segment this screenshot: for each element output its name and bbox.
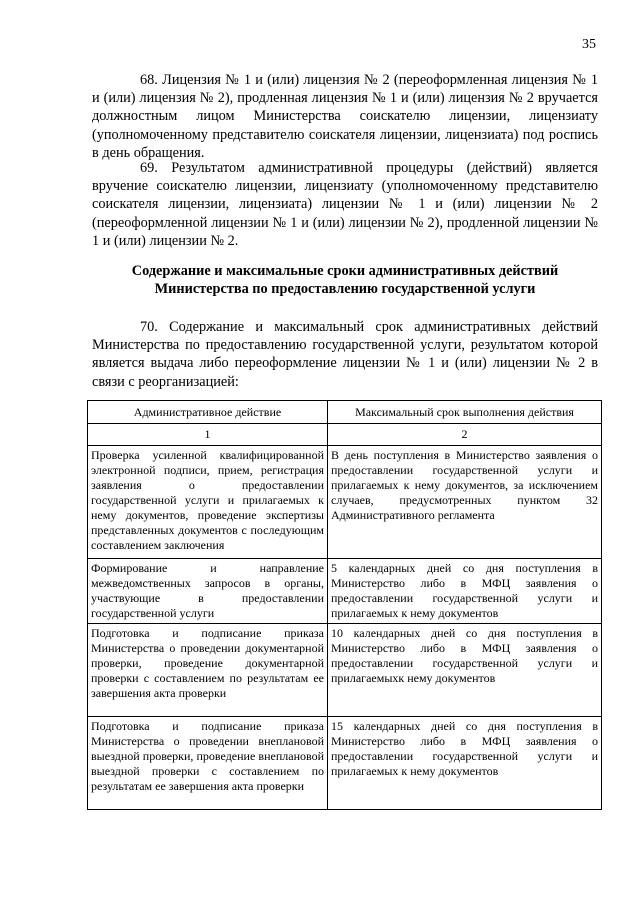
table-number-row: [88, 424, 602, 446]
table-header-row: [88, 401, 602, 424]
header-term: Максимальный срок выполнения действия: [328, 401, 602, 424]
section-heading: [92, 262, 598, 298]
header-action: Административное действие: [88, 401, 328, 424]
table-row: [88, 624, 602, 717]
section-heading-line-2: Министерства по предоставлению государственной услуги: [154, 281, 536, 297]
column-number-1: 1: [88, 424, 328, 446]
page-number: 35: [582, 37, 596, 52]
action-cell: Подготовка и подписание приказа Министерства о проведении документарной проверки, проведение документарной проверки с составлением по результатам ее завершения акта проверки: [88, 624, 328, 717]
action-cell: Проверка усиленной квалифицированной электронной подписи, прием, регистрация заявления о предоставлении государственной услуги и прилагаемых к нему документов, проведение экспертизы представленных документов с последующим составлением заключения: [88, 446, 328, 559]
table-row: [88, 559, 602, 624]
term-cell: 5 календарных дней со дня поступления в Министерство либо в МФЦ заявления о предоставлении государственной услуги и прилагаемых к нему документов: [328, 559, 602, 624]
actions-table: [87, 400, 602, 810]
table-row: [88, 717, 602, 810]
section-heading-line-1: Содержание и максимальные сроки административных действий: [131, 263, 559, 279]
term-cell: В день поступления в Министерство заявления о предоставлении государственной услуги и прилагаемых к нему документов, за исключением случаев, предусмотренных пунктом 32 Административного регламента: [328, 446, 602, 559]
term-cell: 15 календарных дней со дня поступления в Министерство либо в МФЦ заявления о предоставлении государственной услуги и прилагаемых к нему документов: [328, 717, 602, 810]
action-cell: Формирование и направление межведомственных запросов в органы, участвующие в предоставлении государственной услуги: [88, 559, 328, 624]
table-row: [88, 446, 602, 559]
term-cell: 10 календарных дней со дня поступления в Министерство либо в МФЦ заявления о предоставлении государственной услуги и прилагаемыхк нему документов: [328, 624, 602, 717]
action-cell: Подготовка и подписание приказа Министерства о проведении внеплановой выездной проверки, проведение внеплановой выездной проверки с составлением по результатам ее завершения акта проверки: [88, 717, 328, 810]
paragraph-69: 69. Результатом административной процедуры (действий) является вручение соискателю лицензии, лицензиату (уполномоченному представителю соискателя лицензии, лицензиата) лицензии № 1 и (или) лицензии № 2 (переоформленной лицензии № 1 и (или) лицензии № 2), продленной лицензии № 1 и (или) лицензии № 2.: [92, 160, 598, 249]
column-number-2: 2: [328, 424, 602, 446]
paragraph-68: 68. Лицензия № 1 и (или) лицензия № 2 (переоформленная лицензия № 1 и (или) лицензия № 2), продленная лицензия № 1 и (или) лицензия № 2 вручается должностным лицом Министерства соискателю лицензии, лицензиату (уполномоченному представителю соискателя лицензии, лицензиата) под роспись в день обращения.: [92, 72, 598, 161]
paragraph-70: 70. Содержание и максимальный срок административных действий Министерства по предоставлению государственной услуги, результатом которой является выдача либо переоформление лицензии № 1 и (или) лицензии № 2 в связи с реорганизацией:: [92, 319, 598, 390]
